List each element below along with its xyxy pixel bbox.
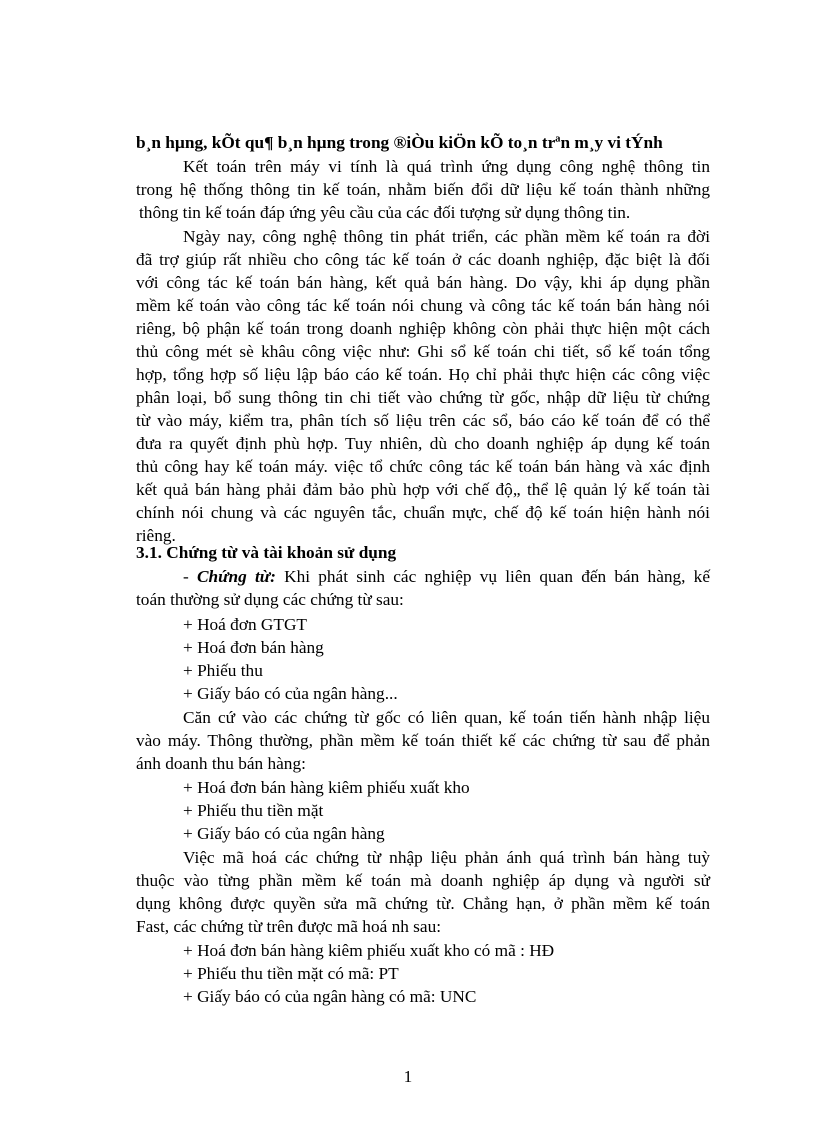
page-number: 1 <box>403 1067 413 1086</box>
para3-rest: Khi phát sinh các nghiệp vụ liên quan đến bán hàng, kế <box>275 567 710 586</box>
para1-line: thông tin kế toán đáp ứng yêu cầu của các đối tượng sử dụng thông tin. <box>139 203 631 222</box>
para2-line: thủ công hay kế toán máy. việc tổ chức công tác kế toán bán hàng và xác định <box>136 457 710 476</box>
list-item: + Giấy báo có của ngân hàng <box>183 824 385 843</box>
para5-line: thuộc vào từng phần mềm kế toán mà doanh nghiệp áp dụng và người sử <box>136 871 710 890</box>
chung-tu-term: Chứng từ: <box>196 567 276 586</box>
para5-line: Việc mã hoá các chứng từ nhập liệu phản ánh quá trình bán hàng tuỳ <box>183 848 710 867</box>
para2-line: hợp, tổng hợp số liệu lập báo cáo kế toán. Họ chỉ phải thực hiện các công việc <box>136 365 710 384</box>
para2-line: chính nói chung và các nguyên tắc, chuẩn mực, chế độ kế toán hiện hành nói <box>136 503 710 522</box>
list-item: + Phiếu thu tiền mặt <box>183 801 324 820</box>
section-title: 3.1. Chứng từ và tài khoản sử dụng <box>136 543 397 562</box>
para3-prefix: - <box>183 567 197 586</box>
para1-line: Kết toán trên máy vi tính là quá trình ứng dụng công nghệ thông tin <box>183 157 710 176</box>
para5-line: Fast, các chứng từ trên được mã hoá nh sau: <box>136 917 442 936</box>
para4-line: ánh doanh thu bán hàng: <box>136 754 306 773</box>
list-item: + Giấy báo có của ngân hàng... <box>183 684 398 703</box>
list-item: + Hoá đơn bán hàng <box>183 638 324 657</box>
list-item: + Phiếu thu <box>183 661 263 680</box>
para2-line: Ngày nay, công nghệ thông tin phát triển, các phần mềm kế toán ra đời <box>183 227 710 246</box>
para2-line: mềm kế toán vào công tác kế toán nói chung và công tác kế toán bán hàng nói <box>136 296 710 315</box>
para2-line: thủ công mét sè khâu công việc như: Ghi sổ kế toán chi tiết, sổ kế toán tổng <box>136 342 710 361</box>
list-item: + Hoá đơn GTGT <box>183 615 307 634</box>
para2-line: kết quả bán hàng phải đảm bảo phù hợp với chế độ„ thể lệ quản lý kế toán tài <box>136 480 710 499</box>
para2-line: từ vào máy, kiểm tra, phân tích số liệu trên các sổ, báo cáo kế toán để có thể <box>136 411 710 430</box>
para3-line: toán thường sử dụng các chứng từ sau: <box>136 590 404 609</box>
list-item: + Phiếu thu tiền mặt có mã: PT <box>183 964 399 983</box>
para3-line <box>183 566 710 588</box>
para2-line: phân loại, bổ sung thông tin chi tiết vào chứng từ gốc, nhập dữ liệu từ chứng <box>136 388 710 407</box>
para2-line: với công tác kế toán bán hàng, kết quả bán hàng. Do vậy, khi áp dụng phần <box>136 273 710 292</box>
heading-garbled: b¸n hµng, kÕt qu¶ b¸n hµng trong ®iÒu kiÖn kÕ to¸n trªn m¸y vi tÝnh <box>136 133 663 152</box>
list-item: + Giấy báo có của ngân hàng có mã: UNC <box>183 987 477 1006</box>
para5-line: dụng không được quyền sửa mã chứng từ. Chẳng hạn, ở phần mềm kế toán <box>136 894 710 913</box>
para1-line: trong hệ thống thông tin kế toán, nhằm biến đổi dữ liệu kế toán thành những <box>136 180 710 199</box>
list-item: + Hoá đơn bán hàng kiêm phiếu xuất kho <box>183 778 470 797</box>
para2-line: đưa ra quyết định phù hợp. Tuy nhiên, dù cho doanh nghiệp áp dụng kế toán <box>136 434 710 453</box>
list-item: + Hoá đơn bán hàng kiêm phiếu xuất kho có mã : HĐ <box>183 941 555 960</box>
para4-line: vào máy. Thông thường, phần mềm kế toán thiết kế các chứng từ sau để phản <box>136 731 710 750</box>
para2-line: riêng. <box>136 526 176 545</box>
para2-line: riêng, bộ phận kế toán trong doanh nghiệp không còn phải thực hiện một cách <box>136 319 710 338</box>
para4-line: Căn cứ vào các chứng từ gốc có liên quan, kế toán tiến hành nhập liệu <box>183 708 710 727</box>
para2-line: đã trợ giúp rất nhiều cho công tác kế toán ở các doanh nghiệp, đặc biệt là đối <box>136 250 710 269</box>
